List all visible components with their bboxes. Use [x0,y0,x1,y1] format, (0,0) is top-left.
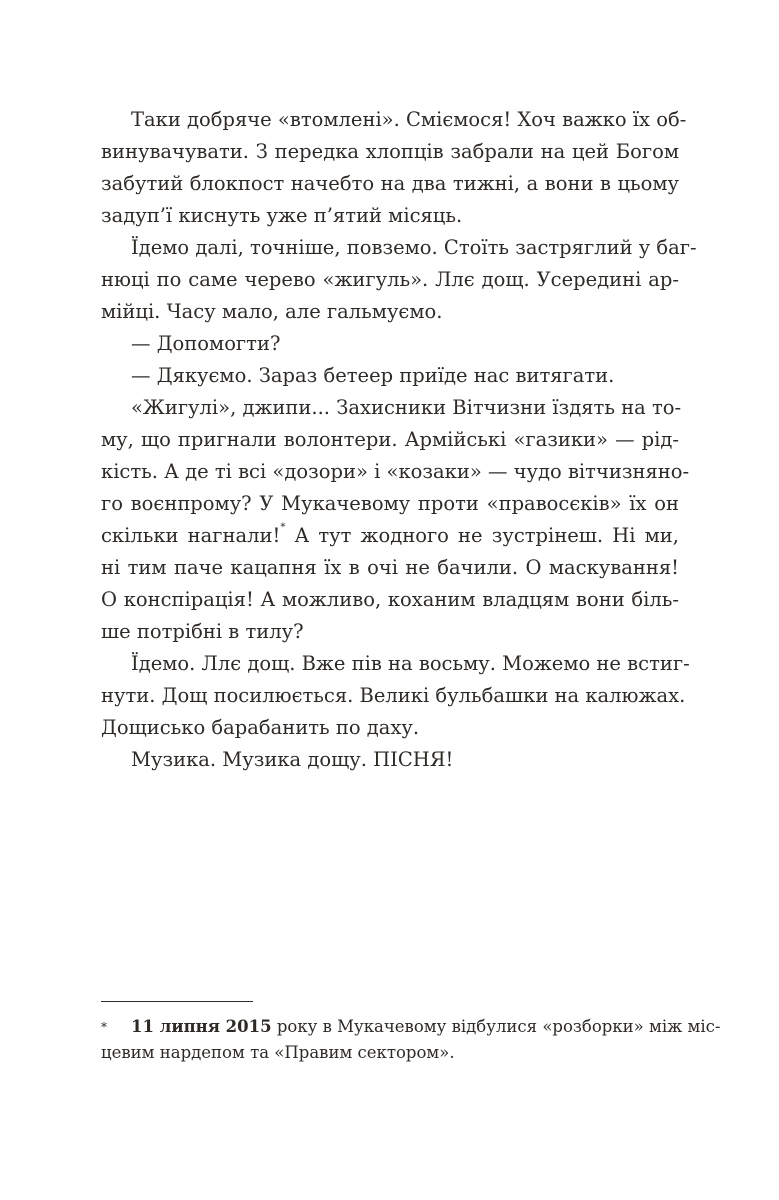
paragraph-5 [101,392,690,648]
footnote-line: цевим нардепом та «Правим сектором». [101,1043,455,1062]
footnote-line [101,1014,721,1040]
text-line: Їдемо. Ллє дощ. Вже пів на восьму. Можемо не встиг- [131,652,690,675]
text-segment: А тут жодного не зустрінеш. Ні ми, [285,524,679,547]
text-line: Музика. Музика дощу. ПІСНЯ! [131,748,454,771]
text-line: Їдемо далі, точніше, повземо. Стоїть застряглий у баг- [131,236,697,259]
dialogue-line: — Дякуємо. Зараз бетеер приїде нас витягати. [131,364,615,387]
text-line: мійці. Часу мало, але гальмуємо. [101,300,443,323]
paragraph-2 [101,232,697,328]
footnote-date: 11 липня 2015 [131,1017,272,1036]
text-line-with-footnote [101,520,679,552]
text-line: «Жигулі», джипи... Захисники Вітчизни їздять на то- [131,396,682,419]
text-line: забутий блокпост начебто на два тижні, а вони в цьому [101,172,679,195]
footnote-reference: * [280,522,286,533]
paragraph-4 [101,360,679,392]
text-segment: скільки нагнали! [101,524,281,547]
text-line: Таки добряче «втомлені». Сміємося! Хоч важко їх об- [131,108,687,131]
text-line: нути. Дощ посилюється. Великі бульбашки на калюжах. [101,684,686,707]
text-line: ні тим паче кацапня їх в очі не бачили. О маскування! [101,556,679,579]
dialogue-line: — Допомогти? [131,332,281,355]
main-text [101,104,697,776]
text-line: О конспірація! А можливо, коханим владцям вони біль- [101,588,679,611]
text-line: ше потрібні в тилу? [101,620,304,643]
text-line: нюці по саме черево «жигуль». Ллє дощ. Усередині ар- [101,268,679,291]
text-line: кість. А де ті всі «дозори» і «козаки» — чудо вітчизняно- [101,460,690,483]
footnote-mark: * [101,1020,107,1034]
footnote [101,1014,721,1066]
footnote-divider [101,1001,253,1002]
text-line: Дощисько барабанить по даху. [101,716,420,739]
paragraph-7 [101,744,679,776]
text-line: задуп’ї киснуть уже п’ятий місяць. [101,204,463,227]
text-line: му, що пригнали волонтери. Армійські «газики» — рід- [101,428,679,451]
paragraph-6 [101,648,690,744]
text-line: го воєнпрому? У Мукачевому проти «правосєків» їх он [101,492,679,515]
paragraph-1 [101,104,687,232]
text-line: винувачувати. З передка хлопців забрали на цей Богом [101,140,679,163]
paragraph-3 [101,328,679,360]
footnote-text: року в Мукачевому відбулися «розборки» між міс- [271,1017,721,1036]
